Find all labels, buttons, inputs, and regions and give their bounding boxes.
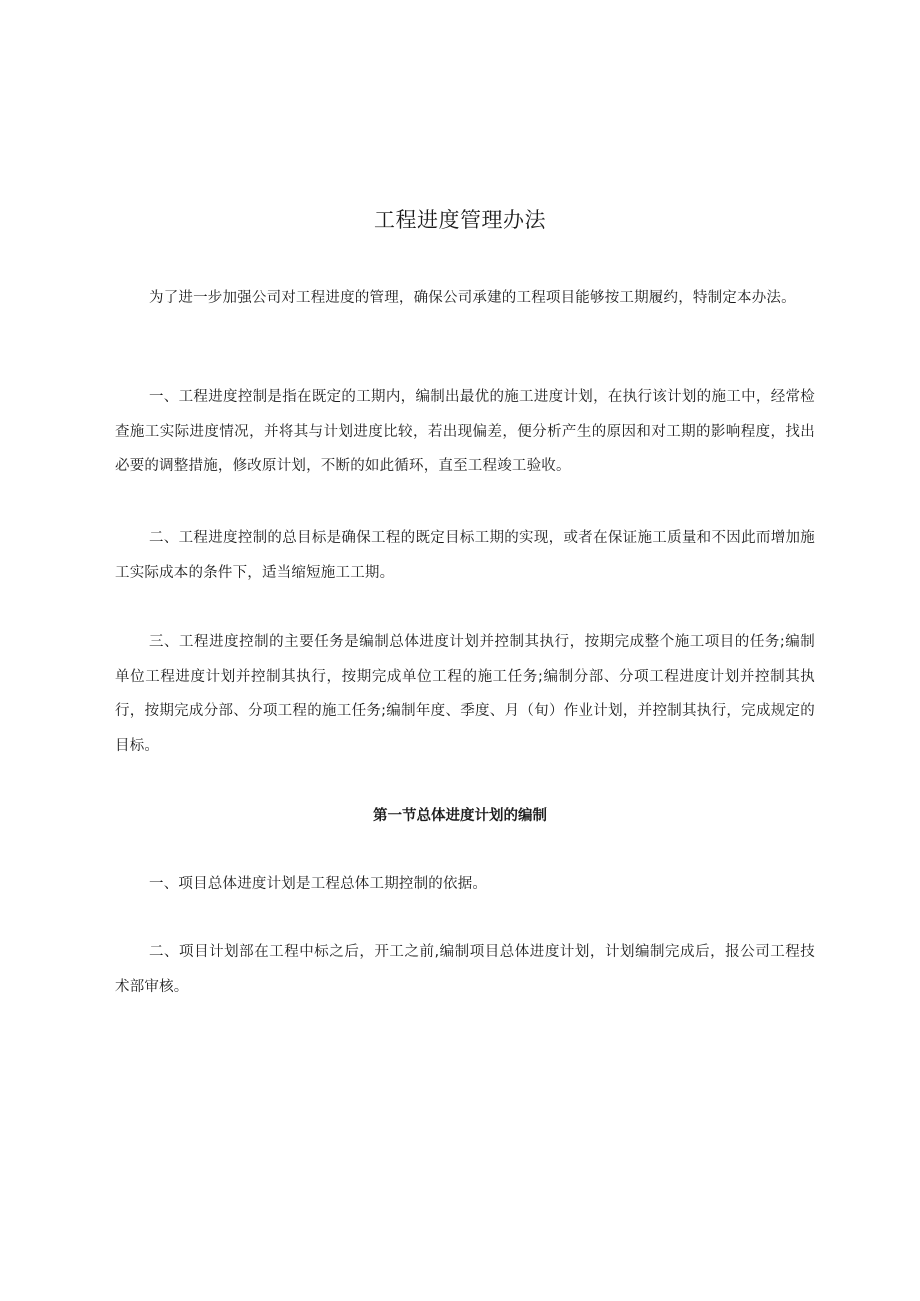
section-1-heading: 第一节总体进度计划的编制 [373, 808, 547, 824]
article-2-paragraph: 二、工程进度控制的总目标是确保工程的既定目标工期的实现，或者在保证施工质量和不因此而增加施工实际成本的条件下，适当缩短施工工期。 [115, 530, 815, 581]
intro-paragraph: 为了进一步加强公司对工程进度的管理，确保公司承建的工程项目能够按工期履约，特制定本办法。 [149, 290, 796, 306]
article-3-paragraph: 三、工程进度控制的主要任务是编制总体进度计划并控制其执行，按期完成整个施工项目的任务;编制单位工程进度计划并控制其执行，按期完成单位工程的施工任务;编制分部、分项工程进度计划并控制其执行，按期完成分部、分项工程的施工任务;编制年度、季度、月（旬）作业计划，并控制其执行，完成规定的目标。 [115, 634, 815, 754]
section-1-item-2: 二、项目计划部在工程中标之后，开工之前,编制项目总体进度计划，计划编制完成后，报公司工程技术部审核。 [115, 944, 815, 995]
section-1-item-1: 一、项目总体进度计划是工程总体工期控制的依据。 [149, 876, 488, 892]
document-title: 工程进度管理办法 [374, 208, 546, 232]
article-1-paragraph: 一、工程进度控制是指在既定的工期内，编制出最优的施工进度计划，在执行该计划的施工中，经常检查施工实际进度情况，并将其与计划进度比较，若出现偏差，便分析产生的原因和对工期的影响程度，找出必要的调整措施，修改原计划，不断的如此循环，直至工程竣工验收。 [115, 389, 815, 474]
